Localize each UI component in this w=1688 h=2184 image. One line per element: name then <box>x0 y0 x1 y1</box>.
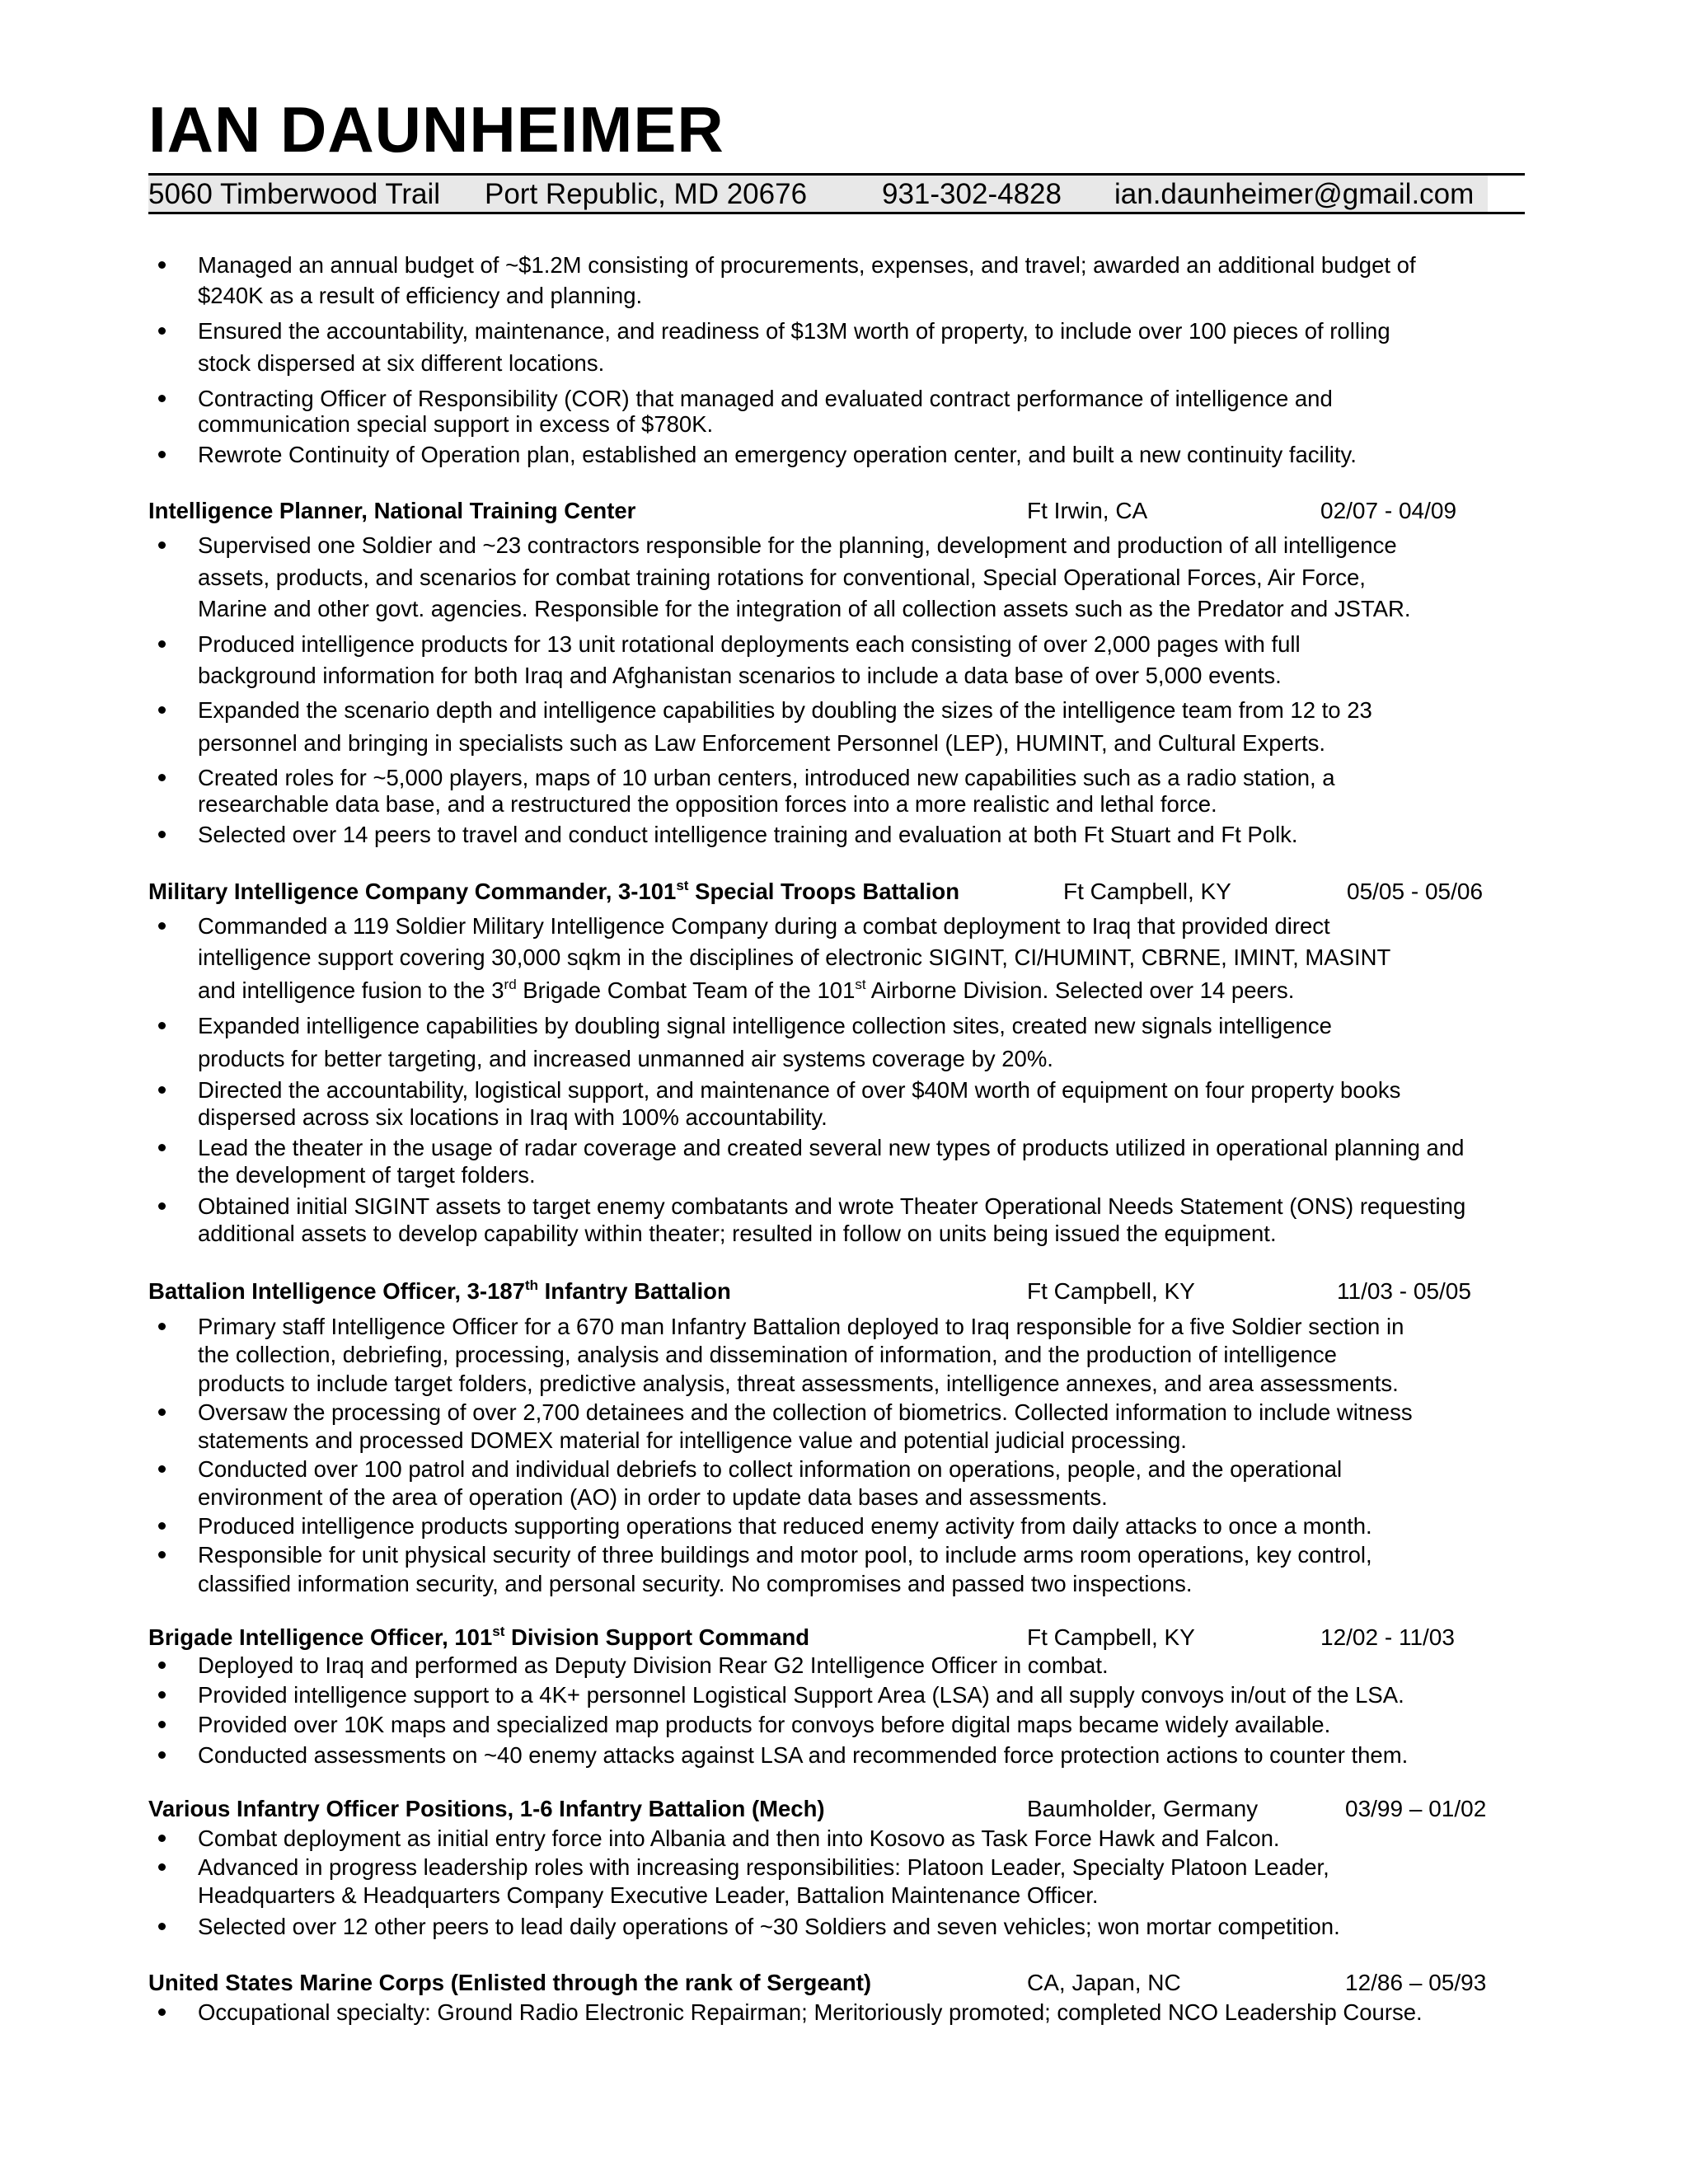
contact-email: ian.daunheimer@gmail.com <box>1114 178 1475 210</box>
job-title-part: Battalion Intelligence Officer, 3-187 <box>148 1278 525 1304</box>
bullet-dot <box>158 1835 166 1842</box>
bullet-text: Produced intelligence products for 13 unit rotational deployments each consisting of over 2,000 pages with full <box>198 631 1301 657</box>
bullet-text: Directed the accountability, logistical support, and maintenance of over $40M worth of equipment on four property books <box>198 1077 1401 1103</box>
job-title: Intelligence Planner, National Training Center <box>148 498 636 523</box>
bullet-text: Selected over 14 peers to travel and conduct intelligence training and evaluation at both Ft Stuart and Ft Polk. <box>198 822 1298 847</box>
bullet-dot <box>158 1551 166 1558</box>
bullet-text: Expanded the scenario depth and intelligence capabilities by doubling the sizes of the intelligence team from 12 to 23 <box>198 697 1372 723</box>
bullet-text: researchable data base, and a restructured the opposition forces into a more realistic and lethal force. <box>198 791 1217 817</box>
bullet-text: Occupational specialty: Ground Radio Electronic Repairman; Meritoriously promoted; completed NCO Leadership Course. <box>198 1999 1423 2025</box>
bullet-text: Conducted over 100 patrol and individual debriefs to collect information on operations, people, and the operational <box>198 1456 1343 1482</box>
bullet-dot <box>158 1086 166 1094</box>
job-location: Ft Campbell, KY <box>1063 879 1231 904</box>
bullet-text: Responsible for unit physical security of three buildings and motor pool, to include arms room operations, key control, <box>198 1542 1372 1568</box>
bullet-text: Rewrote Continuity of Operation plan, established an emergency operation center, and built a new continuity facility. <box>198 442 1357 467</box>
bullet-text: $240K as a result of efficiency and planning. <box>198 283 643 308</box>
fusion-text: Brigade Combat Team of the 101 <box>516 977 856 1003</box>
bullet-dot <box>158 1323 166 1330</box>
contact-phone: 931-302-4828 <box>882 178 1062 210</box>
job-title-part: Brigade Intelligence Officer, 101 <box>148 1624 493 1650</box>
bullet-text: Ensured the accountability, maintenance, and readiness of $13M worth of property, to include over 100 pieces of rolling <box>198 318 1390 344</box>
bullet-text: Primary staff Intelligence Officer for a 670 man Infantry Battalion deployed to Iraq responsible for a five Soldier section in <box>198 1314 1404 1339</box>
job-title-part: Military Intelligence Company Commander, 3-101 <box>148 879 677 904</box>
candidate-name: IAN DAUNHEIMER <box>148 93 724 166</box>
bullet-text: environment of the area of operation (AO) in order to update data bases and assessments. <box>198 1484 1108 1510</box>
bullet-text: the development of target folders. <box>198 1162 536 1188</box>
bullet-text: Headquarters & Headquarters Company Executive Leader, Battalion Maintenance Officer. <box>198 1882 1099 1908</box>
bullet-dot <box>158 1522 166 1530</box>
bullet-text: Provided intelligence support to a 4K+ personnel Logistical Support Area (LSA) and all supply convoys in/out of the LSA. <box>198 1682 1404 1708</box>
job-title-part: Infantry Battalion <box>538 1278 731 1304</box>
job-title-superscript: st <box>676 878 689 893</box>
bullet-text: Supervised one Soldier and ~23 contractors responsible for the planning, development and production of all intelligence <box>198 532 1397 558</box>
bullet-dot <box>158 1408 166 1416</box>
bullet-dot <box>158 922 166 930</box>
bullet-text: statements and processed DOMEX material for intelligence value and potential judicial processing. <box>198 1427 1187 1453</box>
bullet-dot <box>158 831 166 838</box>
bullet-text: Contracting Officer of Responsibility (COR) that managed and evaluated contract performance of intelligence and <box>198 386 1333 411</box>
job-title: Various Infantry Officer Positions, 1-6 Infantry Battalion (Mech) <box>148 1796 825 1821</box>
bullet-dot <box>158 261 166 269</box>
bullet-dot <box>158 1144 166 1151</box>
bullet-text: additional assets to develop capability within theater; resulted in follow on units being issued the equipment. <box>198 1221 1277 1246</box>
bullet-dot <box>158 541 166 549</box>
bullet-dot <box>158 706 166 714</box>
bullet-dot <box>158 1022 166 1029</box>
job-location: Baumholder, Germany <box>1027 1796 1259 1821</box>
bullet-dot <box>158 1691 166 1699</box>
bullet-text: stock dispersed at six different locations. <box>198 350 605 376</box>
bullet-text: Provided over 10K maps and specialized map products for convoys before digital maps became widely available. <box>198 1712 1331 1737</box>
bullet-dot <box>158 1863 166 1871</box>
job-dates: 03/99 – 01/02 <box>1345 1796 1487 1821</box>
bullet-text: Lead the theater in the usage of radar coverage and created several new types of products utilized in operational planning and <box>198 1135 1465 1160</box>
bullet-dot <box>158 451 166 458</box>
bullet-text: classified information security, and personal security. No compromises and passed two inspections. <box>198 1571 1193 1596</box>
bullet-text: the collection, debriefing, processing, analysis and dissemination of information, and the production of intelligence <box>198 1342 1337 1367</box>
job-title-part: Special Troops Battalion <box>688 879 960 904</box>
superscript: st <box>855 977 866 992</box>
job-title: United States Marine Corps (Enlisted through the rank of Sergeant) <box>148 1970 872 1995</box>
job-dates: 05/05 - 05/06 <box>1347 879 1484 904</box>
bullet-text: intelligence support covering 30,000 sqkm in the disciplines of electronic SIGINT, CI/HUMINT, CBRNE, IMINT, MASINT <box>198 944 1391 970</box>
contact-city: Port Republic, MD 20676 <box>485 178 808 210</box>
job-title-superscript: st <box>492 1624 505 1639</box>
job-location: Ft Campbell, KY <box>1027 1278 1195 1304</box>
bullet-dot <box>158 1465 166 1473</box>
bullet-text: Created roles for ~5,000 players, maps of 10 urban centers, introduced new capabilities such as a radio station, a <box>198 765 1335 790</box>
fusion-text: Airborne Division. Selected over 14 peers. <box>865 977 1295 1003</box>
job-title <box>148 1277 731 1305</box>
contact-bar <box>148 173 1525 214</box>
bullet-text: personnel and bringing in specialists such as Law Enforcement Personnel (LEP), HUMINT, and Cultural Experts. <box>198 730 1326 756</box>
bullet-dot <box>158 640 166 648</box>
bullet-text: Marine and other govt. agencies. Responsible for the integration of all collection assets such as the Predator and JSTAR. <box>198 596 1411 621</box>
job-location: CA, Japan, NC <box>1027 1970 1181 1995</box>
job-title <box>148 1624 809 1652</box>
bullet-dot <box>158 1751 166 1759</box>
bullet-text: Expanded intelligence capabilities by doubling signal intelligence collection sites, created new signals intelligence <box>198 1013 1332 1038</box>
job-dates: 11/03 - 05/05 <box>1337 1278 1471 1304</box>
job-title <box>148 878 959 906</box>
bullet-dot <box>158 327 166 335</box>
bullet-text: products for better targeting, and increased unmanned air systems coverage by 20%. <box>198 1046 1053 1071</box>
job-location: Ft Irwin, CA <box>1027 498 1148 523</box>
bullet-dot <box>158 1923 166 1930</box>
bullet-text: Conducted assessments on ~40 enemy attacks against LSA and recommended force protection actions to counter them. <box>198 1742 1409 1768</box>
bullet-text: dispersed across six locations in Iraq with 100% accountability. <box>198 1104 828 1130</box>
bullet-text: Oversaw the processing of over 2,700 detainees and the collection of biometrics. Collected information to include witness <box>198 1399 1413 1425</box>
job-dates: 02/07 - 04/09 <box>1320 498 1457 523</box>
bullet-dot <box>158 1661 166 1669</box>
superscript: rd <box>504 977 517 992</box>
bullet-dot <box>158 2008 166 2016</box>
bullet-text: Combat deployment as initial entry force into Albania and then into Kosovo as Task Force Hawk and Falcon. <box>198 1825 1280 1851</box>
job-title-superscript: th <box>524 1277 538 1293</box>
bullet-text <box>198 977 1294 1005</box>
bullet-text: Deployed to Iraq and performed as Deputy Division Rear G2 Intelligence Officer in combat. <box>198 1652 1109 1678</box>
bullet-text: Managed an annual budget of ~$1.2M consisting of procurements, expenses, and travel; awarded an additional budget of <box>198 252 1416 278</box>
fusion-text: and intelligence fusion to the 3 <box>198 977 504 1003</box>
job-dates: 12/86 – 05/93 <box>1345 1970 1487 1995</box>
bullet-dot <box>158 395 166 402</box>
bullet-dot <box>158 1721 166 1728</box>
bullet-text: Obtained initial SIGINT assets to target enemy combatants and wrote Theater Operational Needs Statement (ONS) requesting <box>198 1193 1466 1219</box>
bullet-text: Selected over 12 other peers to lead daily operations of ~30 Soldiers and seven vehicles; won mortar competition. <box>198 1914 1340 1939</box>
bullet-text: background information for both Iraq and Afghanistan scenarios to include a data base of over 5,000 events. <box>198 663 1282 688</box>
bullet-text: Commanded a 119 Soldier Military Intelligence Company during a combat deployment to Iraq that provided direct <box>198 913 1330 939</box>
bullet-text: Advanced in progress leadership roles with increasing responsibilities: Platoon Leader, Specialty Platoon Leader, <box>198 1854 1329 1880</box>
bullet-text: products to include target folders, predictive analysis, threat assessments, intelligence annexes, and area assessments. <box>198 1371 1399 1396</box>
bullet-dot <box>158 1202 166 1210</box>
bullet-text: assets, products, and scenarios for combat training rotations for conventional, Special Operational Forces, Air Force, <box>198 565 1366 590</box>
job-location: Ft Campbell, KY <box>1027 1624 1195 1650</box>
contact-street: 5060 Timberwood Trail <box>148 178 441 210</box>
bullet-dot <box>158 774 166 781</box>
job-title-part: Division Support Command <box>504 1624 810 1650</box>
bullet-text: communication special support in excess of $780K. <box>198 411 714 437</box>
bullet-text: Produced intelligence products supporting operations that reduced enemy activity from daily attacks to once a month. <box>198 1513 1372 1539</box>
job-dates: 12/02 - 11/03 <box>1320 1624 1455 1650</box>
